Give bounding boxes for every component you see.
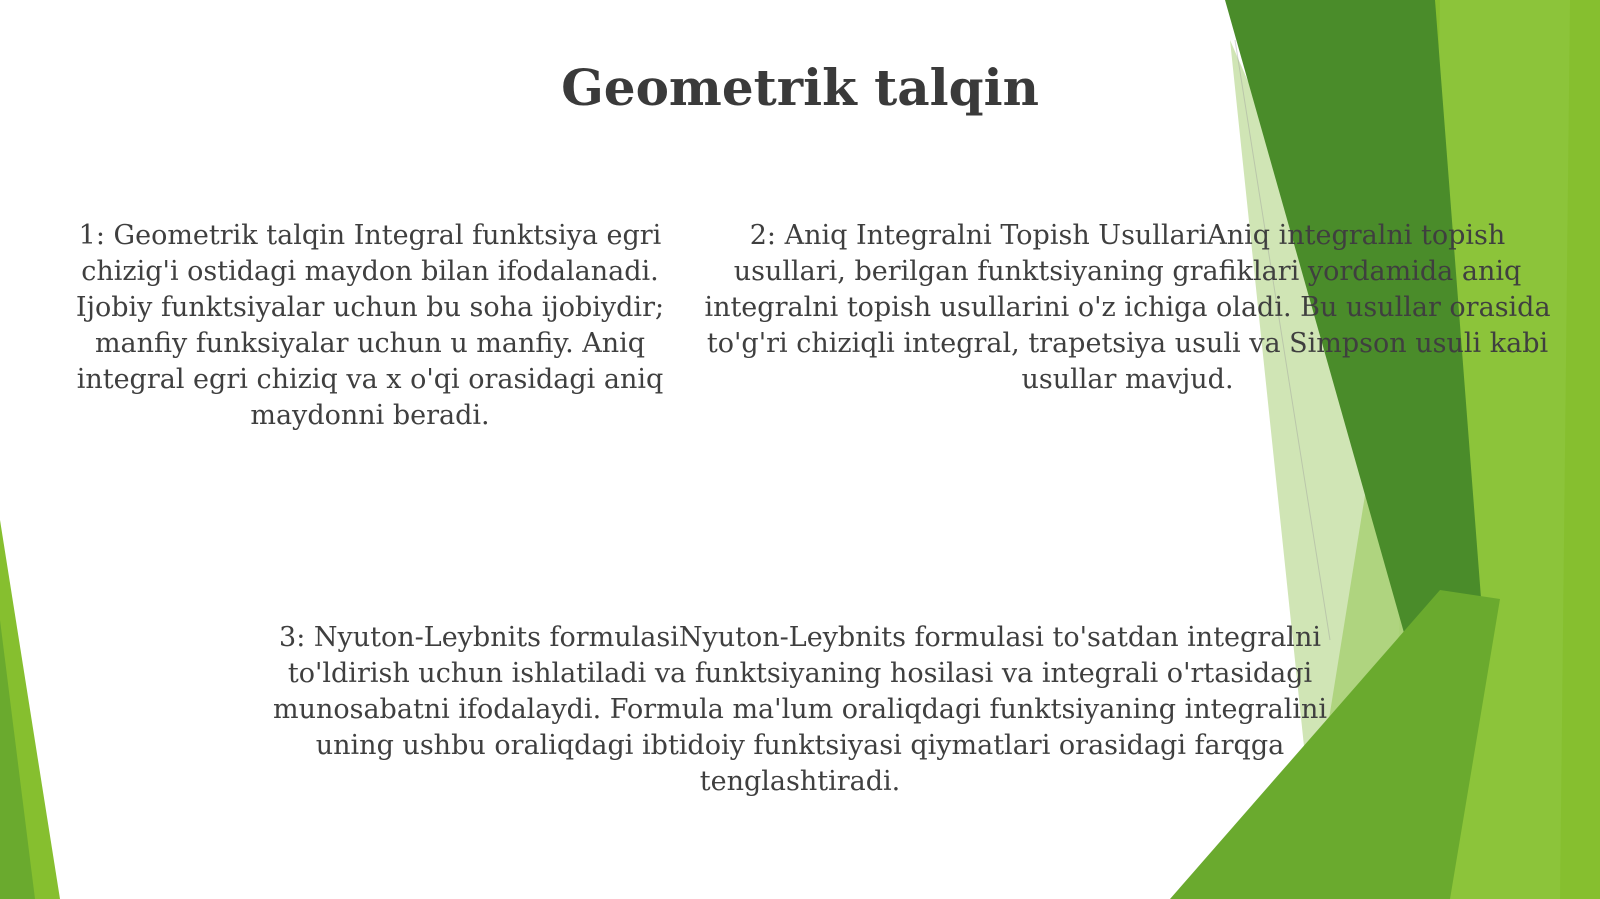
slide-title: Geometrik talqin [561,58,1039,117]
text-block-1: 1: Geometrik talqin Integral funktsiya egri chizig'i ostidagi maydon bilan ifodalanadi. Ijobiy funktsiyalar uchun bu soha ijobiydir; manfiy funksiyalar uchun u manfiy. Aniq integral egri chiziq va x o'qi orasidagi aniq maydonni beradi. [75,220,665,431]
text-block-2: 2: Aniq Integralni Topish UsullariAniq integralni topish usullari, berilgan funktsiyaning grafiklari yordamida aniq integralni topish usullarini o'z ichiga oladi. Bu usullar orasida to'g'ri chiziqli integral, trapetsiya usuli va Simpson usuli kabi usullar mavjud. [704,220,1551,395]
text-block-3: 3: Nyuton-Leybnits formulasiNyuton-Leybnits formulasi to'satdan integralni to'ldirish uchun ishlatiladi va funktsiyaning hosilasi va integrali o'rtasidagi munosabatni ifodalaydi. Formula ma'lum oraliqdagi funktsiyaning integralini uning ushbu oraliqdagi ibtidoiy funktsiyasi qiymatlari orasidagi farqga tenglashtiradi. [272,622,1328,797]
